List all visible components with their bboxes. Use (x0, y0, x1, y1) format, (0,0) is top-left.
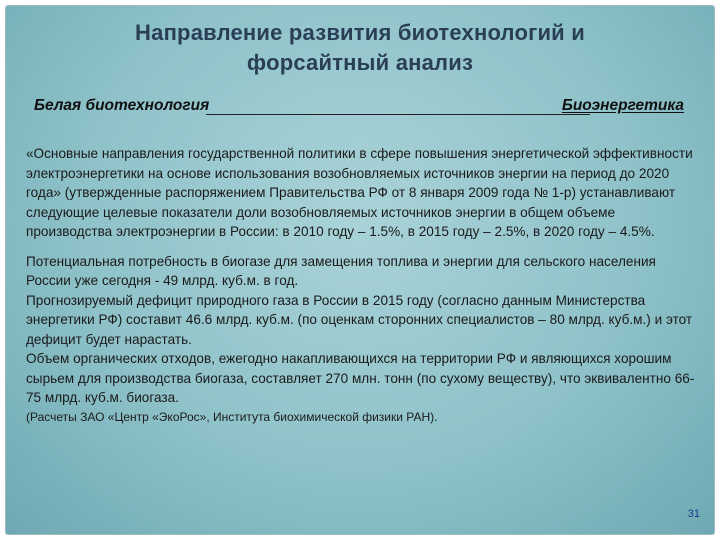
subheading-divider-line (206, 114, 590, 115)
biogas-line-3: Объем органических отходов, ежегодно накапливающихся на территории РФ и являющихся хорошим сырьем для производства биогаза, составляет 270 млн. тонн (по сухому веществу), что эквивалентно 66-75 млрд. куб.м. биогаза. (26, 351, 695, 405)
paragraph-policy: «Основные направления государственной политики в сфере повышения энергетической эффективности электроэнергетики на основе использования возобновляемых источников энергии на период до 2020 года» (утвержденные распоряжением Правительства РФ от 8 января 2009 года № 1-р) устанавливают следующие целевые показатели доли возобновляемых источников энергии в общем объеме производства электроэнергии в России: в 2010 году – 1.5%, в 2015 году – 2.5%, в 2020 году – 4.5%. (26, 146, 693, 239)
subheading (34, 97, 684, 119)
biogas-line-1: Потенциальная потребность в биогазе для замещения топлива и энергии для сельского населения России уже сегодня - 49 млрд. куб.м. в год. (26, 253, 656, 288)
paragraph-biogas (26, 252, 704, 427)
title-line-2: форсайтный анализ (246, 50, 474, 75)
slide-title (6, 18, 714, 78)
slide-content (26, 144, 704, 427)
source-note: (Расчеты ЗАО «Центр «ЭкоРос», Института биохимической физики РАН). (26, 409, 438, 424)
title-line-1: Направление развития биотехнологий и (135, 20, 585, 45)
biogas-line-2: Прогнозируемый дефицит природного газа в России в 2015 году (согласно данным Министерства энергетики РФ) составит 46.6 млрд. куб.м. (по оценкам сторонних специалистов – 80 млрд. куб.м.) и этот дефицит будет нарастать. (26, 292, 693, 347)
subheading-right: Биоэнергетика (561, 97, 684, 114)
slide (6, 6, 714, 534)
page-number: 31 (687, 508, 700, 520)
subheading-left: Белая биотехнология (34, 97, 210, 114)
